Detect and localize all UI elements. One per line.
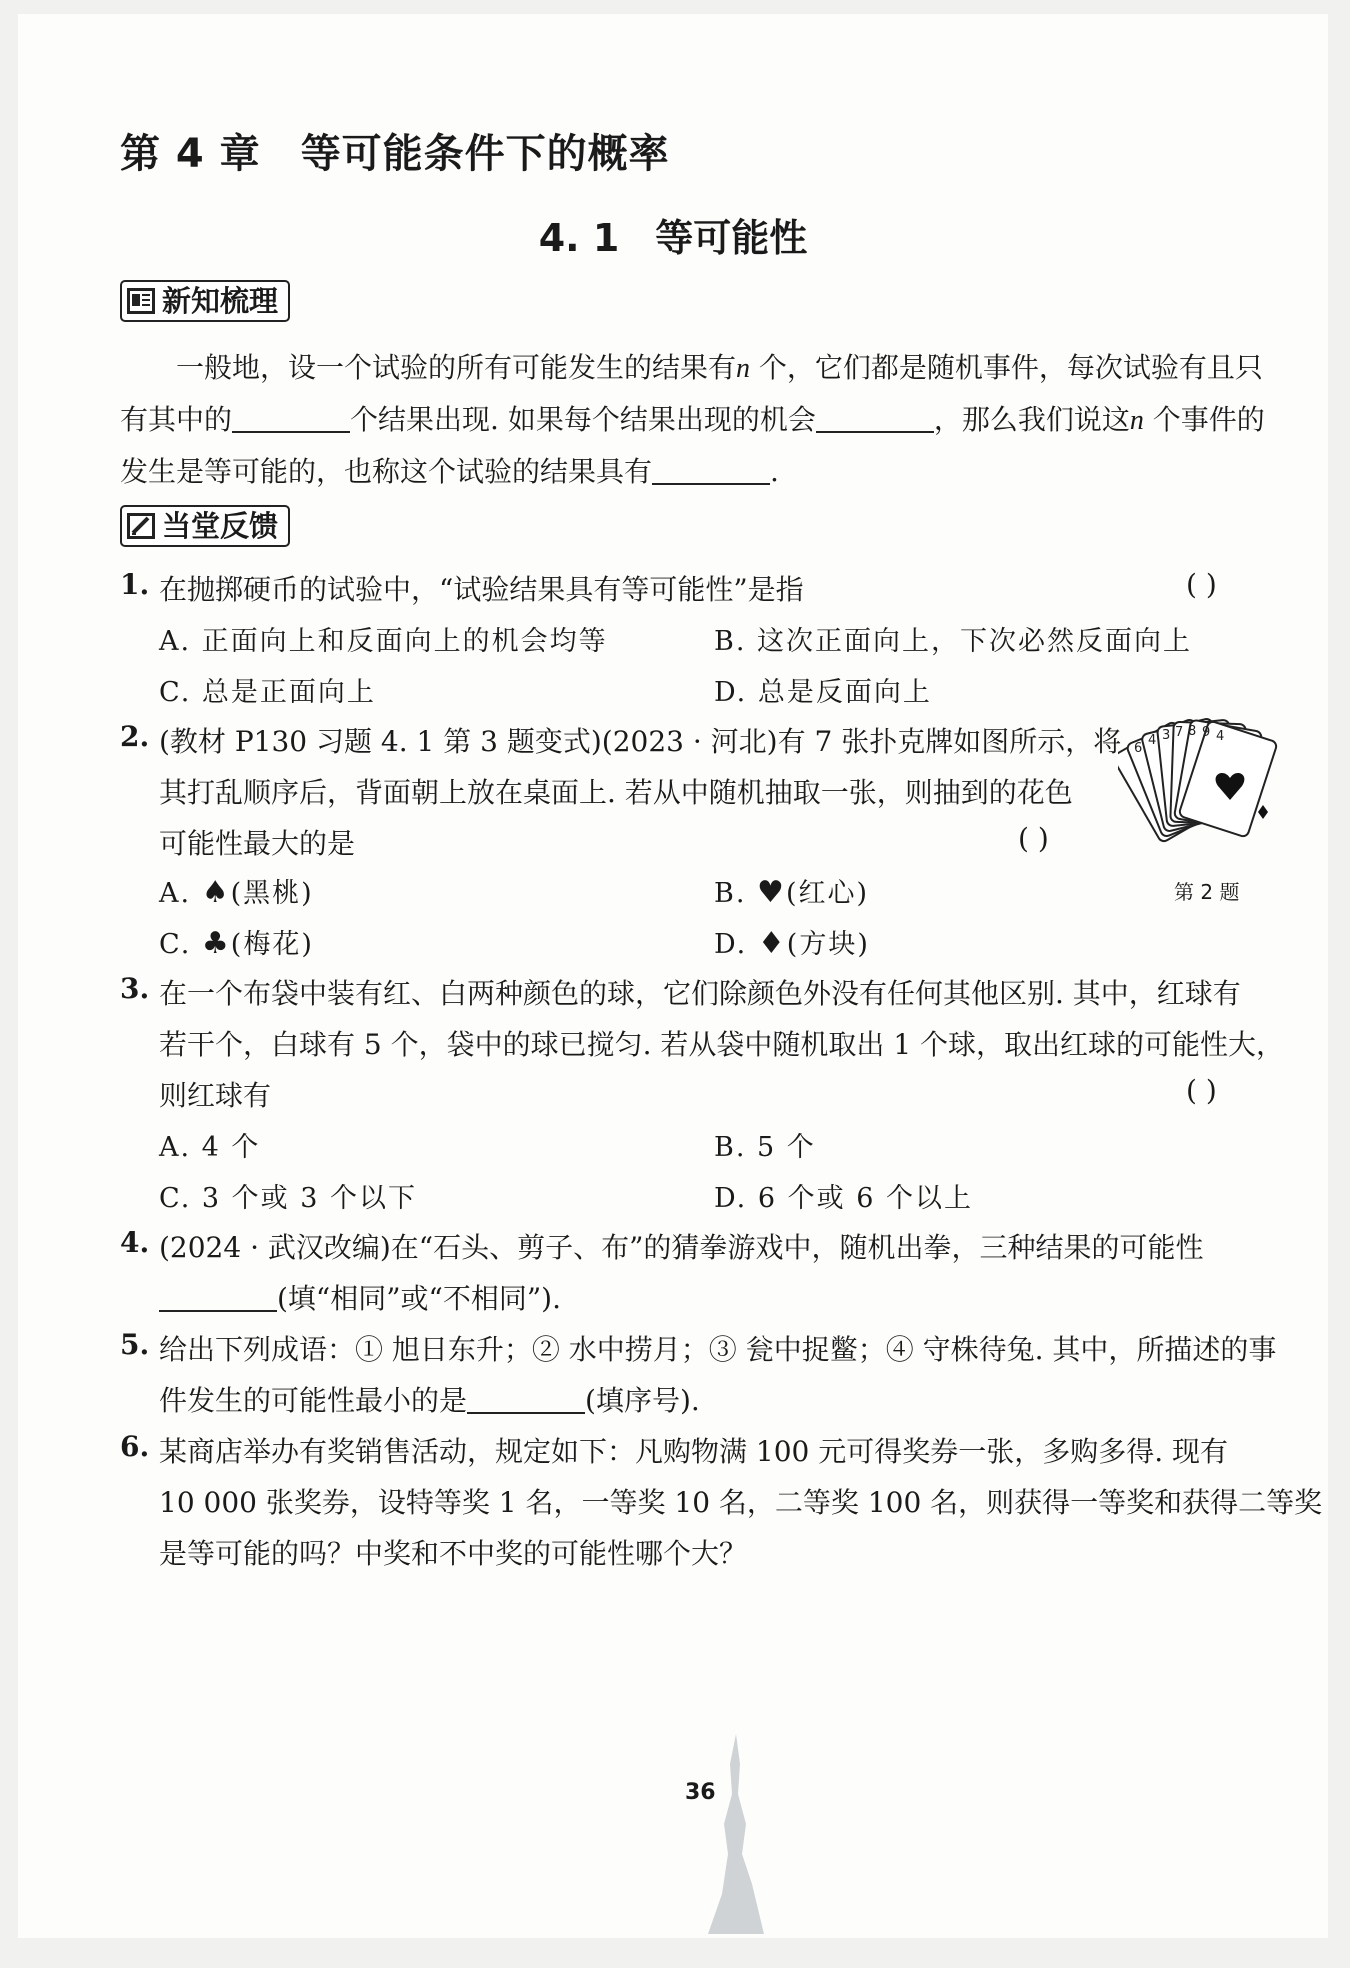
- tag-feedback: [120, 505, 290, 547]
- q4-line-2: [159, 1277, 561, 1317]
- book-icon: [126, 287, 156, 315]
- heart-icon: ♥: [757, 875, 786, 910]
- spade-icon: ♠: [201, 875, 231, 910]
- intro-text-3: 个结果出现. 如果每个结果出现的机会: [350, 403, 816, 436]
- q2-line-1: (教材 P130 习题 4. 1 第 3 题变式)(2023 · 河北)有 7 张扑克牌如图所示，将: [159, 725, 1122, 758]
- q1-option-d[interactable]: D. 总是反面向上: [714, 677, 932, 708]
- pen-note-icon: [126, 512, 156, 540]
- q3-number: 3.: [120, 972, 150, 1005]
- card-label: 8: [1188, 724, 1197, 739]
- card-label: 4: [1216, 729, 1225, 744]
- q6-number: 6.: [120, 1430, 150, 1463]
- tag-feedback-label: 当堂反馈: [162, 509, 279, 543]
- q3-option-c[interactable]: C. 3 个或 3 个以下: [159, 1183, 417, 1214]
- q5-blank[interactable]: [467, 1382, 585, 1414]
- q2-option-d-text: (方块): [786, 929, 870, 960]
- q3-option-a[interactable]: A. 4 个: [159, 1132, 261, 1163]
- diamond-icon: ♦: [757, 926, 787, 961]
- q1-option-b[interactable]: B. 这次正面向上，下次必然反面向上: [714, 626, 1193, 657]
- q1-option-c[interactable]: C. 总是正面向上: [159, 677, 376, 708]
- card-label: 4: [1148, 733, 1157, 748]
- q6-line-3: 是等可能的吗？中奖和不中奖的可能性哪个大？: [159, 1537, 748, 1570]
- q2-option-a-label: A.: [159, 878, 192, 909]
- q6-line-2: 10 000 张奖券，设特等奖 1 名，一等奖 10 名，二等奖 100 名，则获得一等奖和获得二等奖: [159, 1486, 1323, 1519]
- q3-line-3: 则红球有: [159, 1079, 272, 1112]
- q1-answer-paren[interactable]: ( ): [1186, 568, 1217, 601]
- intro-var-n-2: n: [1129, 405, 1144, 436]
- small-suit-icon: [1258, 805, 1268, 819]
- section-title: [18, 207, 1328, 262]
- q4-line-2-text: (填“相同”或“不相同”).: [277, 1282, 562, 1315]
- q2-option-c[interactable]: [159, 922, 314, 961]
- q2-option-c-label: C.: [159, 929, 192, 960]
- q3-line-2: 若干个，白球有 5 个，袋中的球已搅匀. 若从袋中随机取出 1 个球，取出红球的可能性大，: [159, 1028, 1285, 1061]
- q3-option-d[interactable]: D. 6 个或 6 个以上: [714, 1183, 973, 1214]
- club-icon: ♣: [201, 926, 231, 961]
- card-label: 6: [1134, 741, 1143, 756]
- intro-text-2: 个，它们都是随机事件，每次试验有且只有其中的: [120, 351, 1263, 436]
- tag-new-knowledge: [120, 280, 290, 322]
- q2-answer-paren[interactable]: ( ): [1018, 822, 1049, 855]
- q1-number: 1.: [120, 568, 150, 601]
- q2-option-b[interactable]: [714, 871, 869, 910]
- q3-option-b[interactable]: B. 5 个: [714, 1132, 816, 1163]
- q2-line-2: 其打乱顺序后，背面朝上放在桌面上. 若从中随机抽取一张，则抽到的花色: [159, 776, 1073, 809]
- q2-option-b-label: B.: [714, 878, 747, 909]
- intro-var-n: n: [736, 353, 751, 384]
- blank-3[interactable]: [652, 453, 770, 485]
- q2-option-c-text: (梅花): [230, 929, 314, 960]
- q2-option-d-label: D.: [714, 929, 748, 960]
- q2-option-b-text: (红心): [785, 878, 870, 909]
- blank-2[interactable]: [816, 401, 934, 433]
- q2-number: 2.: [120, 720, 150, 753]
- q5-line-2-text: 件发生的可能性最小的是: [159, 1384, 468, 1417]
- blank-1[interactable]: [232, 401, 350, 433]
- intro-text-6: .: [770, 455, 779, 488]
- q2-option-a-text: (黑桃): [230, 878, 314, 909]
- q4-line-1: (2024 · 武汉改编)在“石头、剪子、布”的猜拳游戏中，随机出拳，三种结果的可能性: [159, 1231, 1204, 1264]
- playing-cards-figure: [1118, 712, 1298, 862]
- q5-number: 5.: [120, 1328, 150, 1361]
- intro-text-5: 个事件的发生是等可能的，也称这个试验的结果具有: [120, 403, 1265, 488]
- q4-blank[interactable]: [159, 1280, 277, 1312]
- page-number: 36: [685, 1780, 716, 1805]
- chapter-number: 第 4 章: [120, 131, 261, 177]
- q3-line-1: 在一个布袋中装有红、白两种颜色的球，它们除颜色外没有任何其他区别. 其中，红球有: [159, 977, 1241, 1010]
- card-label: 3: [1162, 728, 1171, 743]
- q1-option-a[interactable]: A. 正面向上和反面向上的机会均等: [159, 626, 608, 657]
- q3-answer-paren[interactable]: ( ): [1186, 1074, 1217, 1107]
- q5-line-1: 给出下列成语：① 旭日东升；② 水中捞月；③ 瓮中捉鳖；④ 守株待兔. 其中，所描述的事: [159, 1333, 1277, 1366]
- figure-caption: 第 2 题: [1174, 880, 1240, 904]
- card-label: 9: [1202, 725, 1211, 740]
- q4-number: 4.: [120, 1226, 150, 1259]
- tag-new-knowledge-label: 新知梳理: [162, 284, 279, 318]
- q1-stem: 在抛掷硬币的试验中，“试验结果具有等可能性”是指: [159, 573, 804, 606]
- q5-line-2-suffix: (填序号).: [585, 1384, 700, 1417]
- section-name: 等可能性: [655, 216, 808, 260]
- tower-decoration-icon: [694, 1734, 784, 1934]
- intro-text-4: ，那么我们说这: [933, 403, 1130, 436]
- q2-option-d[interactable]: [714, 922, 870, 961]
- q5-line-2: [159, 1379, 700, 1419]
- intro-paragraph: [120, 342, 1290, 497]
- section-number: 4. 1: [538, 216, 620, 260]
- intro-text-1: 一般地，设一个试验的所有可能发生的结果有: [176, 351, 737, 384]
- q2-line-3: 可能性最大的是: [159, 827, 356, 860]
- q2-option-a[interactable]: [159, 871, 314, 910]
- chapter-title: [120, 122, 670, 179]
- chapter-name: 等可能条件下的概率: [300, 131, 670, 177]
- card-label: 7: [1175, 725, 1184, 740]
- q6-line-1: 某商店举办有奖销售活动，规定如下：凡购物满 100 元可得奖券一张，多购多得. 现有: [159, 1435, 1229, 1468]
- page: [18, 14, 1328, 1938]
